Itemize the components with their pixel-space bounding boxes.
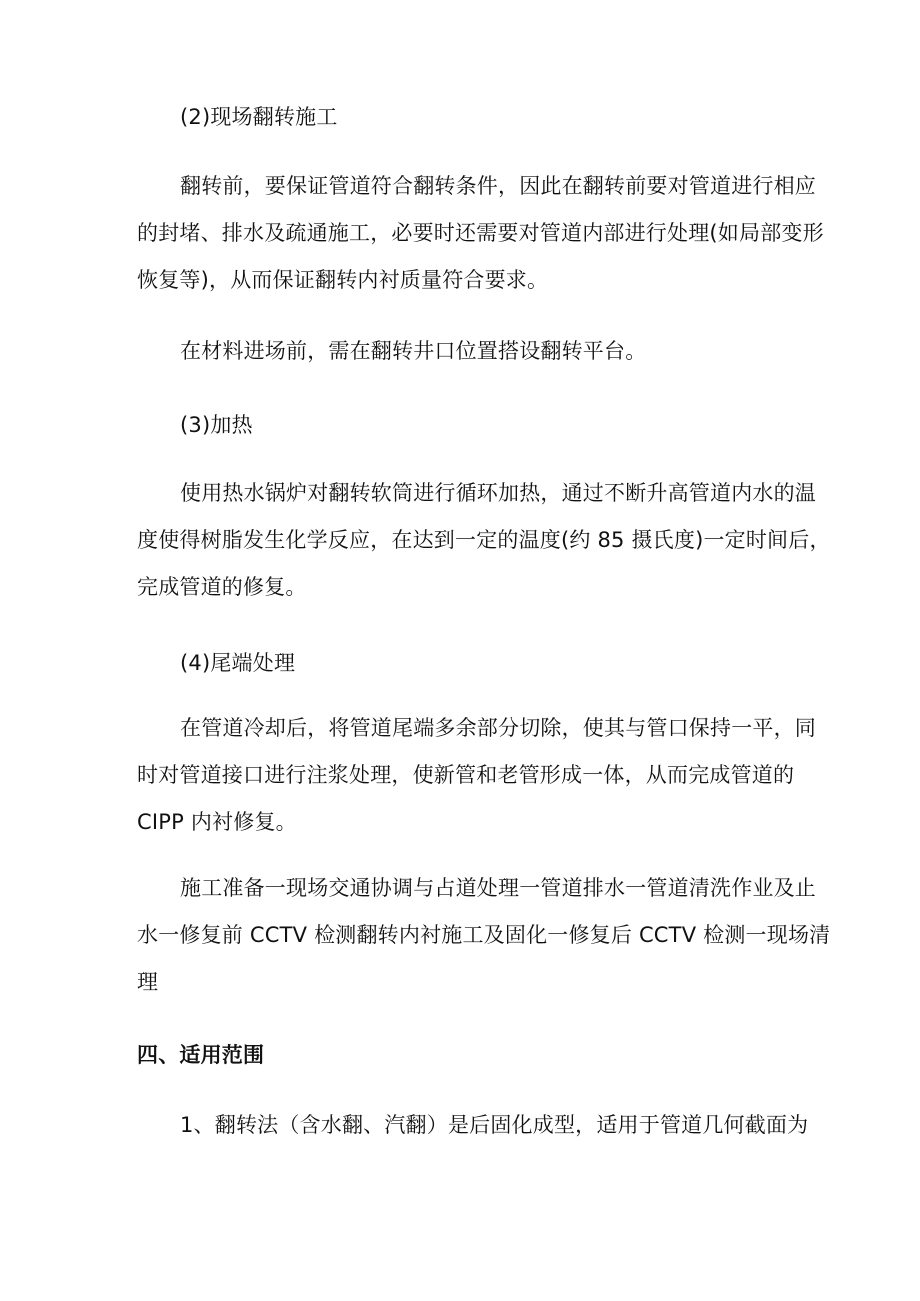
section-heading-scope: 四、适用范围 bbox=[137, 1043, 265, 1067]
subheading-heating: (3)加热 bbox=[180, 413, 253, 437]
paragraph-line: 度使得树脂发生化学反应，在达到一定的温度(约 85 摄氏度)一定时间后， bbox=[137, 528, 831, 552]
paragraph-line: 完成管道的修复。 bbox=[137, 575, 307, 599]
paragraph-line: 使用热水锅炉对翻转软筒进行循环加热，通过不断升高管道内水的温 bbox=[180, 481, 816, 505]
paragraph-line: 时对管道接口进行注浆处理，使新管和老管形成一体，从而完成管道的 bbox=[137, 763, 795, 787]
paragraph-line: 翻转前，要保证管道符合翻转条件，因此在翻转前要对管道进行相应 bbox=[180, 174, 816, 198]
paragraph-line: 在管道冷却后，将管道尾端多余部分切除，使其与管口保持一平，同 bbox=[180, 716, 816, 740]
paragraph-line: 水一修复前 CCTV 检测翻转内衬施工及固化一修复后 CCTV 检测一现场清 bbox=[137, 923, 831, 947]
paragraph-line: 恢复等)，从而保证翻转内衬质量符合要求。 bbox=[137, 268, 549, 292]
subheading-on-site-inversion: (2)现场翻转施工 bbox=[180, 105, 338, 129]
paragraph-line: 施工准备一现场交通协调与占道处理一管道排水一管道清洗作业及止 bbox=[180, 876, 816, 900]
paragraph-line: 在材料进场前，需在翻转井口位置搭设翻转平台。 bbox=[180, 339, 647, 363]
subheading-end-treatment: (4)尾端处理 bbox=[180, 651, 296, 675]
paragraph-line: 1、翻转法（含水翻、汽翻）是后固化成型，适用于管道几何截面为 bbox=[180, 1113, 809, 1137]
paragraph-line: 的封堵、排水及疏通施工，必要时还需要对管道内部进行处理(如局部变形 bbox=[137, 221, 824, 245]
paragraph-line: 理 bbox=[137, 970, 159, 994]
paragraph-line: CIPP 内衬修复。 bbox=[137, 810, 297, 834]
